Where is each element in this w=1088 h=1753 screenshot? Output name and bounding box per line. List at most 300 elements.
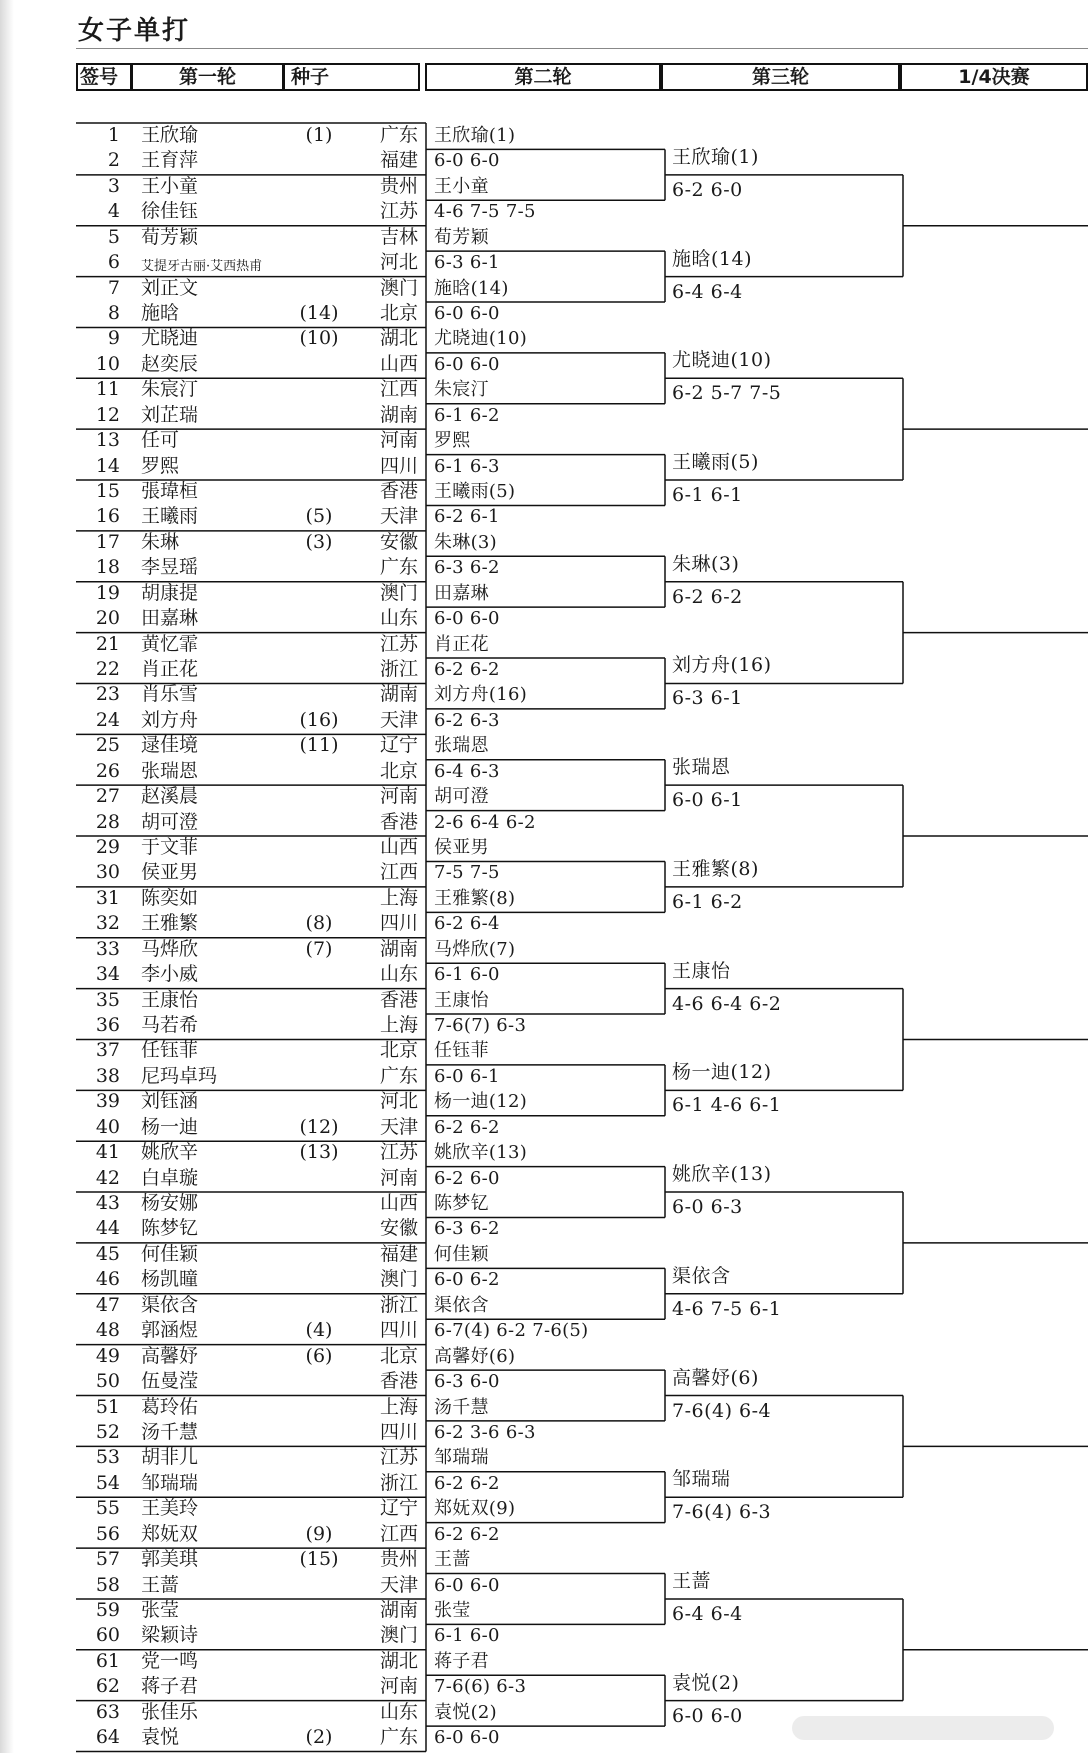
province-label: 香港	[379, 480, 418, 503]
round2-winner: 王小童	[434, 175, 489, 197]
draw-number: 8	[107, 302, 120, 324]
province-label: 浙江	[379, 658, 418, 681]
round2-winner: 姚欣辛(13)	[434, 1142, 528, 1164]
draw-number: 17	[95, 530, 120, 553]
round2-winner: 刘方舟(16)	[434, 684, 528, 706]
draw-number: 15	[95, 480, 120, 503]
round3-score: 6-1 6-2	[672, 890, 743, 913]
round2-winner: 荀芳颖	[434, 226, 489, 248]
seed-label: (3)	[305, 530, 333, 553]
player-name: 艾提牙古丽·艾西热甫	[141, 259, 263, 275]
draw-number: 42	[95, 1166, 120, 1189]
player-name: 王育萍	[141, 149, 199, 172]
round2-winner: 王欣瑜(1)	[434, 125, 516, 146]
draw-number: 1	[107, 124, 120, 146]
round2-winner: 邹瑞瑞	[434, 1447, 489, 1469]
seed-label: (5)	[305, 505, 333, 528]
player-name: 尼玛卓玛	[141, 1064, 218, 1087]
seed-label: (1)	[305, 124, 333, 146]
draw-number: 47	[95, 1293, 120, 1316]
player-name: 汤千慧	[141, 1420, 199, 1443]
draw-number: 22	[95, 658, 120, 681]
draw-number: 64	[95, 1726, 120, 1749]
province-label: 湖南	[379, 683, 418, 706]
round2-score: 7-6(6) 6-3	[434, 1676, 527, 1698]
player-name: 逯佳境	[141, 734, 199, 757]
draw-number: 40	[95, 1115, 120, 1138]
seed-label: (7)	[305, 937, 333, 960]
province-label: 澳门	[379, 276, 418, 299]
draw-number: 6	[107, 251, 120, 274]
province-label: 天津	[379, 708, 418, 731]
seed-label: (15)	[299, 1548, 339, 1571]
province-label: 天津	[379, 1115, 418, 1138]
round2-winner: 蒋子君	[434, 1650, 489, 1672]
player-name: 赵奕辰	[141, 352, 199, 375]
player-name: 王美玲	[141, 1497, 199, 1520]
round2-score: 6-2 6-0	[434, 1167, 500, 1189]
round2-winner: 汤千慧	[434, 1396, 489, 1418]
round2-score: 6-4 6-3	[434, 760, 500, 782]
province-label: 河南	[379, 429, 418, 452]
round2-score: 6-3 6-0	[434, 1371, 500, 1393]
round3-winner: 王欣瑜(1)	[672, 145, 759, 168]
player-name: 葛玲佑	[141, 1395, 199, 1418]
province-label: 湖南	[379, 403, 418, 426]
province-label: 四川	[379, 912, 418, 935]
round2-score: 6-3 6-2	[434, 1218, 500, 1240]
round2-score: 6-0 6-0	[434, 1574, 500, 1596]
round2-winner: 王雅繁(8)	[434, 887, 516, 909]
draw-number: 7	[107, 276, 120, 299]
header-round2	[425, 63, 661, 91]
player-name: 朱琳	[141, 530, 180, 553]
seed-label: (4)	[305, 1319, 333, 1342]
draw-number: 38	[95, 1064, 120, 1087]
round2-winner: 张莹	[434, 1599, 471, 1621]
player-name: 陈奕如	[141, 886, 199, 909]
player-name: 刘方舟	[141, 708, 199, 731]
draw-number: 10	[95, 352, 120, 375]
player-name: 郭美琪	[141, 1548, 199, 1571]
round2-score: 6-0 6-0	[434, 353, 500, 375]
draw-number: 5	[107, 225, 120, 248]
draw-number: 20	[95, 607, 120, 630]
round3-score: 6-4 6-4	[672, 280, 743, 303]
player-name: 李昱瑶	[141, 556, 199, 579]
round2-winner: 何佳颖	[434, 1243, 489, 1265]
draw-number: 56	[95, 1522, 120, 1545]
draw-number: 52	[95, 1420, 120, 1443]
player-name: 于文菲	[141, 836, 199, 859]
province-label: 上海	[379, 1014, 418, 1037]
seed-label: (12)	[299, 1115, 339, 1138]
province-label: 河南	[379, 1675, 418, 1698]
player-name: 马烨欣	[141, 937, 199, 960]
province-label: 吉林	[379, 225, 418, 248]
round2-score: 6-0 6-0	[434, 303, 500, 324]
province-label: 香港	[379, 1370, 418, 1393]
province-label: 江苏	[379, 632, 418, 655]
draw-number: 33	[95, 937, 120, 960]
province-label: 广东	[379, 1064, 418, 1087]
draw-number: 13	[95, 429, 120, 452]
round2-score: 6-2 6-2	[434, 1472, 500, 1494]
player-name: 李小威	[141, 963, 199, 986]
seed-label: (14)	[299, 302, 339, 324]
province-label: 江西	[379, 861, 418, 884]
round3-winner: 袁悦(2)	[672, 1671, 740, 1694]
round2-winner: 施晗(14)	[434, 277, 509, 299]
player-name: 荀芳颖	[141, 225, 199, 248]
player-name: 刘芷瑞	[141, 403, 199, 426]
draw-number: 43	[95, 1192, 120, 1215]
player-name: 任可	[141, 429, 180, 452]
draw-number: 53	[95, 1446, 120, 1469]
draw-number: 14	[95, 454, 120, 477]
round3-winner: 姚欣辛(13)	[672, 1163, 772, 1186]
province-label: 河南	[379, 1166, 418, 1189]
province-label: 江苏	[379, 200, 418, 223]
draw-number: 24	[95, 708, 120, 731]
round3-score: 6-2 6-2	[672, 585, 743, 608]
player-name: 赵溪晨	[141, 785, 199, 808]
player-name: 王欣瑜	[141, 124, 199, 146]
round2-score: 6-2 6-2	[434, 1523, 500, 1545]
draw-number: 12	[95, 403, 120, 426]
header-round2-label: 第二轮	[514, 66, 572, 88]
round3-winner: 朱琳(3)	[672, 552, 740, 575]
round2-score: 6-0 6-2	[434, 1269, 500, 1291]
draw-number: 21	[95, 632, 120, 655]
player-name: 郭涵煜	[141, 1319, 199, 1342]
round3-winner: 张瑞恩	[672, 756, 731, 779]
round2-score: 6-2 6-3	[434, 709, 500, 731]
round2-score: 6-1 6-0	[434, 964, 500, 986]
province-label: 山西	[379, 352, 418, 375]
player-name: 田嘉琳	[141, 607, 199, 630]
province-label: 河北	[379, 251, 418, 274]
province-label: 北京	[379, 302, 418, 324]
header-round3-label: 第三轮	[751, 66, 809, 88]
province-label: 山东	[379, 1700, 418, 1723]
draw-number: 49	[95, 1344, 120, 1367]
player-name: 张瑞恩	[141, 759, 199, 782]
province-label: 河南	[379, 785, 418, 808]
round2-winner: 朱琳(3)	[434, 531, 497, 553]
draw-number: 23	[95, 683, 120, 706]
province-label: 广东	[379, 124, 418, 146]
province-label: 浙江	[379, 1293, 418, 1316]
round2-winner: 张瑞恩	[434, 735, 489, 757]
draw-number: 54	[95, 1471, 120, 1494]
round2-score: 6-2 3-6 6-3	[434, 1421, 536, 1443]
round2-winner: 杨一迪(12)	[434, 1091, 528, 1113]
header-quarterfinal	[900, 63, 1088, 91]
round3-winner: 尤晓迪(10)	[672, 349, 772, 372]
player-name: 杨安娜	[141, 1192, 199, 1215]
round2-score: 6-7(4) 6-2 7-6(5)	[434, 1320, 589, 1342]
draw-number: 9	[107, 327, 120, 350]
round2-winner: 王曦雨(5)	[434, 481, 516, 503]
draw-number: 50	[95, 1370, 120, 1393]
round2-score: 6-0 6-0	[434, 150, 500, 172]
title-divider	[76, 48, 1088, 49]
round2-score: 6-0 6-1	[434, 1065, 500, 1087]
round2-score: 6-2 6-2	[434, 659, 500, 681]
seed-label: (9)	[305, 1522, 333, 1545]
draw-number: 48	[95, 1319, 120, 1342]
round3-score: 6-0 6-3	[672, 1196, 743, 1219]
draw-number: 34	[95, 963, 120, 986]
watermark	[792, 1716, 1054, 1740]
seed-label: (13)	[299, 1141, 339, 1164]
round2-score: 6-2 6-4	[434, 913, 500, 935]
header-draw-number	[76, 63, 132, 91]
round2-winner: 马烨欣(7)	[434, 938, 516, 960]
draw-number: 25	[95, 734, 120, 757]
player-name: 刘正文	[141, 276, 199, 299]
round3-score: 6-0 6-0	[672, 1704, 743, 1727]
province-label: 山东	[379, 607, 418, 630]
header-round1-label: 第一轮	[178, 66, 236, 88]
round3-score: 6-1 4-6 6-1	[672, 1094, 782, 1117]
round2-score: 6-3 6-2	[434, 557, 500, 579]
player-name: 杨一迪	[141, 1115, 199, 1138]
round3-score: 6-2 6-0	[672, 178, 743, 201]
header-quarterfinal-label: 1/4决赛	[958, 66, 1030, 88]
player-name: 王小童	[141, 174, 199, 197]
province-label: 澳门	[379, 581, 418, 604]
round3-score: 6-0 6-1	[672, 789, 743, 812]
seed-label: (10)	[299, 327, 339, 350]
province-label: 澳门	[379, 1624, 418, 1647]
header-seed	[283, 63, 420, 91]
province-label: 香港	[379, 810, 418, 833]
province-label: 天津	[379, 505, 418, 528]
round2-score: 6-1 6-0	[434, 1625, 500, 1647]
player-name: 朱宸汀	[141, 378, 199, 401]
round2-winner: 肖正花	[434, 633, 489, 655]
draw-number: 63	[95, 1700, 120, 1723]
province-label: 山西	[379, 1192, 418, 1215]
draw-number: 35	[95, 988, 120, 1011]
draw-number: 39	[95, 1090, 120, 1113]
province-label: 江苏	[379, 1141, 418, 1164]
player-name: 渠依含	[141, 1293, 199, 1316]
round2-winner: 田嘉琳	[434, 582, 489, 604]
round2-score: 6-3 6-1	[434, 252, 500, 274]
province-label: 湖北	[379, 327, 418, 350]
draw-number: 61	[95, 1649, 120, 1672]
draw-number: 62	[95, 1675, 120, 1698]
province-label: 福建	[379, 1242, 418, 1265]
province-label: 北京	[379, 1344, 418, 1367]
draw-number: 19	[95, 581, 120, 604]
draw-number: 44	[95, 1217, 120, 1240]
province-label: 广东	[379, 556, 418, 579]
player-name: 郑妩双	[141, 1522, 199, 1545]
player-name: 罗熙	[141, 454, 180, 477]
round2-score: 6-2 6-2	[434, 1116, 500, 1138]
draw-number: 45	[95, 1242, 120, 1265]
draw-number: 60	[95, 1624, 120, 1647]
round2-score: 6-1 6-2	[434, 404, 500, 426]
round3-score: 6-3 6-1	[672, 687, 743, 710]
round3-winner: 杨一迪(12)	[672, 1061, 772, 1084]
player-name: 姚欣辛	[141, 1141, 199, 1164]
player-name: 肖乐雪	[141, 683, 199, 706]
seed-label: (16)	[299, 708, 339, 731]
round2-winner: 陈梦钇	[434, 1193, 489, 1215]
province-label: 香港	[379, 988, 418, 1011]
draw-number: 30	[95, 861, 120, 884]
round2-winner: 王蔷	[434, 1549, 471, 1571]
seed-label: (8)	[305, 912, 333, 935]
player-name: 王蔷	[141, 1573, 180, 1596]
round3-score: 4-6 6-4 6-2	[672, 992, 782, 1015]
province-label: 北京	[379, 759, 418, 782]
player-name: 梁颖诗	[141, 1624, 199, 1647]
draw-number: 31	[95, 886, 120, 909]
province-label: 辽宁	[379, 734, 418, 757]
draw-number: 26	[95, 759, 120, 782]
province-label: 上海	[379, 886, 418, 909]
draw-number: 57	[95, 1548, 120, 1571]
player-name: 刘钰涵	[141, 1090, 199, 1113]
province-label: 江西	[379, 378, 418, 401]
seed-label: (6)	[305, 1344, 333, 1367]
column-header-row	[76, 63, 1088, 95]
round2-score: 7-5 7-5	[434, 862, 500, 884]
province-label: 浙江	[379, 1471, 418, 1494]
round2-score: 2-6 6-4 6-2	[434, 811, 536, 833]
province-label: 安徽	[379, 530, 418, 553]
player-name: 施晗	[141, 302, 180, 324]
draw-number: 2	[107, 149, 120, 172]
draw-number: 55	[95, 1497, 120, 1520]
round2-winner: 袁悦(2)	[434, 1701, 497, 1723]
round3-winner: 王康怡	[672, 959, 731, 982]
draw-number: 27	[95, 785, 120, 808]
province-label: 辽宁	[379, 1497, 418, 1520]
page-edge-shadow	[0, 0, 14, 1753]
round3-score: 7-6(4) 6-3	[672, 1501, 772, 1524]
player-name: 高馨妤	[141, 1344, 199, 1367]
round2-score: 6-0 6-0	[434, 1727, 500, 1749]
player-name: 邹瑞瑞	[141, 1471, 199, 1494]
player-name: 肖正花	[141, 658, 199, 681]
draw-number: 11	[95, 378, 120, 401]
round2-winner: 任钰菲	[434, 1040, 489, 1062]
province-label: 湖南	[379, 1598, 418, 1621]
player-name: 袁悦	[141, 1726, 180, 1749]
round3-winner: 高馨妤(6)	[672, 1366, 759, 1389]
player-name: 尤晓迪	[141, 327, 199, 350]
draw-number: 58	[95, 1573, 120, 1596]
province-label: 山西	[379, 836, 418, 859]
player-name: 王康怡	[141, 988, 199, 1011]
province-label: 湖北	[379, 1649, 418, 1672]
draw-number: 32	[95, 912, 120, 935]
round2-score: 6-0 6-0	[434, 608, 500, 630]
round2-score: 4-6 7-5 7-5	[434, 201, 536, 223]
player-name: 胡康提	[141, 581, 199, 604]
player-name: 陈梦钇	[141, 1217, 199, 1240]
province-label: 湖南	[379, 937, 418, 960]
province-label: 贵州	[379, 1548, 418, 1571]
round3-winner: 王曦雨(5)	[672, 451, 759, 474]
province-label: 安徽	[379, 1217, 418, 1240]
player-name: 侯亚男	[141, 861, 199, 884]
header-round1	[131, 63, 284, 91]
draw-number: 18	[95, 556, 120, 579]
player-name: 伍曼滢	[141, 1370, 199, 1393]
header-draw-number-label: 签号	[80, 66, 119, 88]
round2-winner: 渠依含	[434, 1294, 489, 1316]
player-name: 王雅繁	[141, 912, 199, 935]
province-label: 上海	[379, 1395, 418, 1418]
round3-score: 7-6(4) 6-4	[672, 1399, 772, 1422]
province-label: 澳门	[379, 1268, 418, 1291]
header-round3	[661, 63, 900, 91]
round3-winner: 渠依含	[672, 1264, 731, 1287]
draw-number: 16	[95, 505, 120, 528]
province-label: 四川	[379, 454, 418, 477]
player-name: 蒋子君	[141, 1675, 199, 1698]
player-name: 杨凯曈	[141, 1268, 199, 1291]
player-name: 王曦雨	[141, 505, 199, 528]
draw-number: 29	[95, 836, 120, 859]
round3-score: 6-4 6-4	[672, 1602, 743, 1625]
draw-number: 59	[95, 1598, 120, 1621]
player-name: 胡非儿	[141, 1446, 199, 1469]
round3-winner: 王雅繁(8)	[672, 857, 759, 880]
round2-winner: 王康怡	[434, 989, 489, 1011]
player-name: 张佳乐	[141, 1700, 199, 1723]
player-name: 何佳颖	[141, 1242, 199, 1265]
player-name: 党一鸣	[141, 1649, 199, 1672]
round3-score: 6-1 6-1	[672, 484, 743, 507]
player-name: 徐佳钰	[141, 200, 199, 223]
province-label: 山东	[379, 963, 418, 986]
seed-label: (2)	[305, 1726, 333, 1749]
province-label: 四川	[379, 1420, 418, 1443]
round2-score: 6-2 6-1	[434, 506, 500, 528]
province-label: 贵州	[379, 174, 418, 197]
province-label: 四川	[379, 1319, 418, 1342]
player-name: 張瑋桓	[141, 480, 199, 503]
round2-winner: 罗熙	[434, 430, 471, 452]
province-label: 广东	[379, 1726, 418, 1749]
round2-winner: 胡可澄	[434, 786, 489, 808]
round2-winner: 尤晓迪(10)	[434, 328, 528, 350]
round3-winner: 施晗(14)	[672, 247, 753, 270]
player-name: 马若希	[141, 1014, 199, 1037]
player-name: 胡可澄	[141, 810, 199, 833]
header-seed-label: 种子	[291, 66, 330, 88]
draw-number: 41	[95, 1141, 120, 1164]
page-title: 女子单打	[78, 16, 191, 46]
round3-winner: 刘方舟(16)	[672, 654, 772, 677]
province-label: 江苏	[379, 1446, 418, 1469]
draw-number: 36	[95, 1014, 120, 1037]
draw-number: 51	[95, 1395, 120, 1418]
draw-number: 4	[107, 200, 120, 223]
round2-winner: 郑妩双(9)	[434, 1498, 516, 1520]
round3-winner: 邹瑞瑞	[672, 1468, 731, 1491]
round2-winner: 高馨妤(6)	[434, 1345, 516, 1367]
